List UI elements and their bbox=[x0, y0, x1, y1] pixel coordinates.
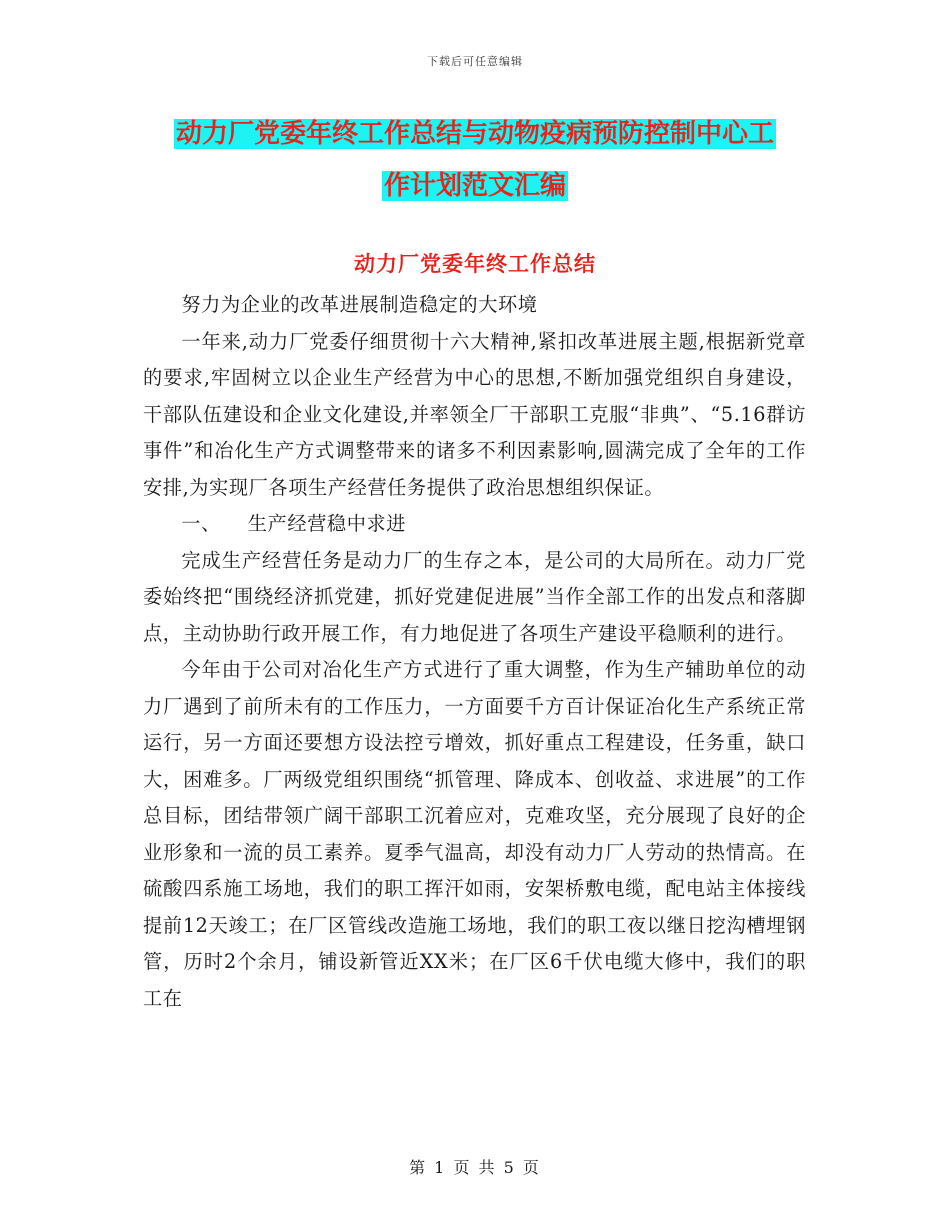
paragraph-intro: 一年来,动力厂党委仔细贯彻十六大精神,紧扣改革进展主题,根据新党章的要求,牢固树立以企业生产经营为中心的思想,不断加强党组织自身建设，干部队伍建设和企业文化建设,并率领全厂干部职工克服“非典”、“5.16群访事件”和冶化生产方式调整带来的诸多不利因素影响,圆满完成了全年的工作安排,为实现厂各项生产经营任务提供了政治思想组织保证。 bbox=[143, 329, 806, 499]
section-title: 动力厂党委年终工作总结 bbox=[354, 252, 596, 276]
page-number-footer: 第 1 页 共 5 页 bbox=[409, 1158, 541, 1177]
document-body bbox=[143, 287, 806, 1017]
page-header-note: 下载后可任意编辑 bbox=[427, 55, 523, 68]
document-title-line-1: 动力厂党委年终工作总结与动物疫病预防控制中心工 bbox=[175, 119, 774, 149]
document-title-line-2: 作计划范文汇编 bbox=[383, 171, 566, 201]
document-title bbox=[0, 108, 950, 212]
paragraph-adjustment: 今年由于公司对冶化生产方式进行了重大调整，作为生产辅助单位的动力厂遇到了前所未有的工作压力，一方面要千方百计保证冶化生产系统正常运行，另一方面还要想方设法控亏增效，抓好重点工程建设，任务重，缺口大，困难多。厂两级党组织围绕“抓管理、降成本、创收益、求进展”的工作总目标，团结带领广阔干部职工沉着应对，克难攻坚，充分展现了良好的企业形象和一流的员工素养。夏季气温高，却没有动力厂人劳动的热情高。在硫酸四系施工场地，我们的职工挥汗如雨，安架桥敷电缆，配电站主体接线提前12天竣工；在厂区管线改造施工场地，我们的职工夜以继日挖沟槽埋钢管，历时2个余月，铺设新管近XX米；在厂区6千伏电缆大修中，我们的职工在 bbox=[143, 658, 806, 1010]
paragraph-heading-one: 一、 生产经营稳中求进 bbox=[181, 512, 407, 535]
paragraph-subtitle: 努力为企业的改革进展制造稳定的大环境 bbox=[181, 293, 538, 316]
paragraph-production: 完成生产经营任务是动力厂的生存之本，是公司的大局所在。动力厂党委始终把“围绕经济抓党建，抓好党建促进展”当作全部工作的出发点和落脚点，主动协助行政开展工作，有力地促进了各项生产建设平稳顺利的进行。 bbox=[143, 548, 806, 645]
